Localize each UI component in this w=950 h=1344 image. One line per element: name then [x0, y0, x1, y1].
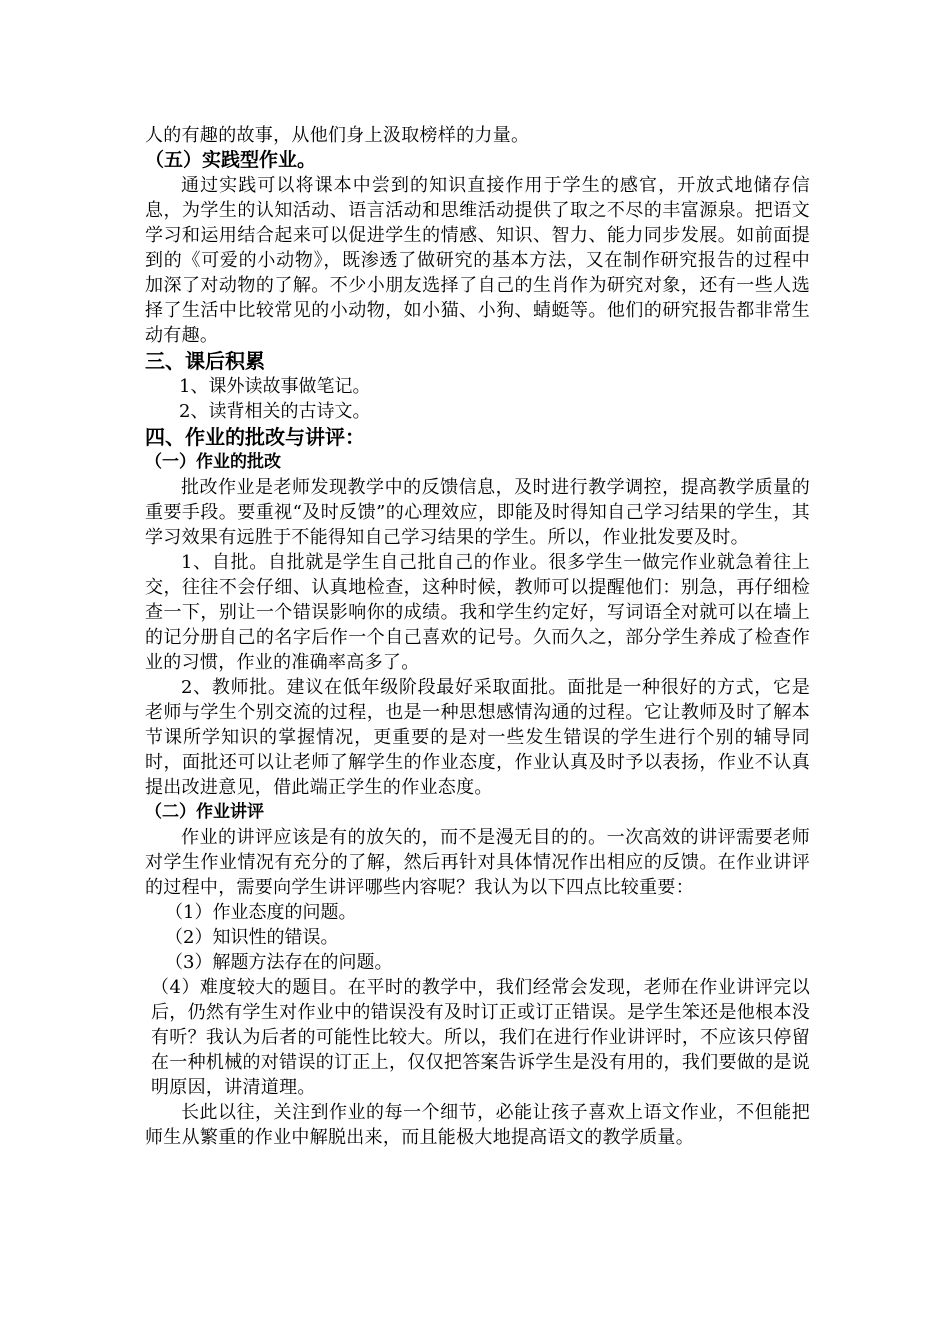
- text-column: [145, 123, 810, 1150]
- subsection-2-item-4: （4）难度较大的题目。在平时的教学中，我们经常会发现，老师在作业讲评完以后，仍然有学生对作业中的错误没有及时订正或订正错误。是学生笨还是他根本没有听？我认为后者的可能性比较大。所以，我们在进行作业讲评时，不应该只停留在一种机械的对错误的订正上，仅仅把答案告诉学生是没有用的，我们要做的是说明原因，讲清道理。: [151, 977, 810, 1098]
- part-4-heading: 四、作业的批改与讲评：: [145, 425, 365, 449]
- subsection-2-item: （3）解题方法存在的问题。: [165, 952, 393, 973]
- section-5-body: 通过实践可以将课本中尝到的知识直接作用于学生的感官，开放式地储存信息，为学生的认知活动、语言活动和思维活动提供了取之不尽的丰富源泉。把语文学习和运用结合起来可以促进学生的情感、知识、智力、能力同步发展。如前面提到的《可爱的小动物》，既渗透了做研究的基本方法，又在制作研究报告的过程中加深了对动物的了解。不少小朋友选择了自己的生肖作为研究对象，还有一些人选择了生活中比较常见的小动物，如小猫、小狗、蜻蜓等。他们的研究报告都非常生动有趣。: [145, 175, 810, 346]
- intro-tail-paragraph: 人的有趣的故事，从他们身上汲取榜样的力量。: [145, 125, 530, 146]
- subsection-1-body: 批改作业是老师发现教学中的反馈信息，及时进行教学调控，提高教学质量的重要手段。要重视“及时反馈”的心理效应，即能及时得知自己学习结果的学生，其学习效果有远胜于不能得知自己学习结果的学生。所以，作业批发要及时。: [145, 477, 810, 548]
- subsection-2-item: （2）知识性的错误。: [165, 927, 339, 948]
- part-3-heading: 三、课后积累: [145, 349, 265, 373]
- subsection-1-point-1: 1、自批。自批就是学生自己批自己的作业。很多学生一做完作业就急着往上交，往往不会仔细、认真地检查，这种时候，教师可以提醒他们：别急，再仔细检查一下，别让一个错误影响你的成绩。我和学生约定好，写词语全对就可以在墙上的记分册自己的名字后作一个自己喜欢的记号。久而久之，部分学生养成了检查作业的习惯，作业的准确率高多了。: [145, 552, 810, 673]
- section-5-heading: （五）实践型作业。: [145, 149, 317, 171]
- subsection-1-heading: （一）作业的批改: [145, 452, 281, 472]
- subsection-2-item: （1）作业态度的问题。: [165, 902, 357, 923]
- part-3-item: 1、课外读故事做笔记。: [179, 376, 371, 397]
- subsection-2-body: 作业的讲评应该是有的放矢的，而不是漫无目的的。一次高效的讲评需要老师对学生作业情况有充分的了解，然后再针对具体情况作出相应的反馈。在作业讲评的过程中，需要向学生讲评哪些内容呢？我认为以下四点比较重要：: [145, 827, 810, 898]
- subsection-1-point-2: 2、教师批。建议在低年级阶段最好采取面批。面批是一种很好的方式，它是老师与学生个别交流的过程，也是一种思想感情沟通的过程。它让教师及时了解本节课所学知识的掌握情况，更重要的是对一些发生错误的学生进行个别的辅导同时，面批还可以让老师了解学生的作业态度，作业认真及时予以表扬，作业不认真提出改进意见，借此端正学生的作业态度。: [145, 677, 810, 798]
- subsection-2-heading: （二）作业讲评: [145, 802, 264, 822]
- part-3-item: 2、读背相关的古诗文。: [179, 401, 371, 422]
- conclusion-paragraph: 长此以往，关注到作业的每一个细节，必能让孩子喜欢上语文作业，不但能把师生从繁重的作业中解脱出来，而且能极大地提高语文的教学质量。: [145, 1102, 810, 1148]
